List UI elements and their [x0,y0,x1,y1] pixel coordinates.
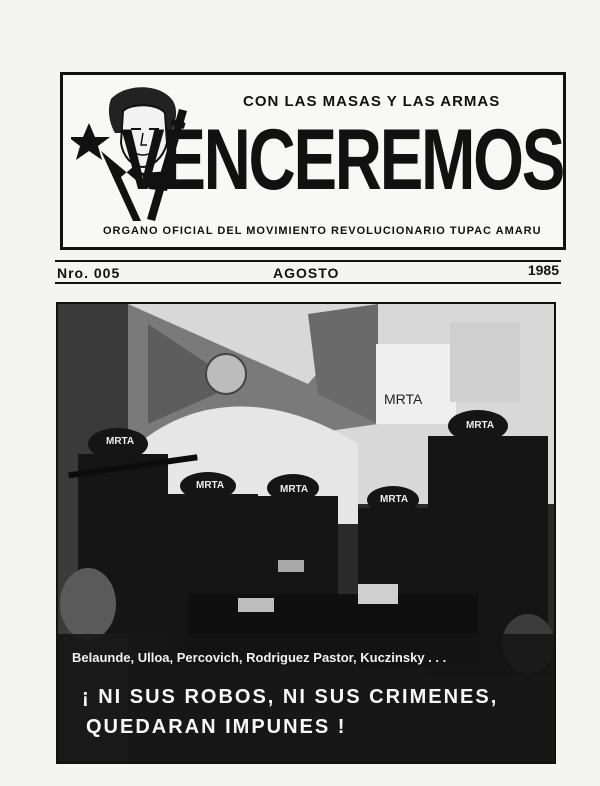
divider [55,260,561,262]
names-caption: Belaunde, Ulloa, Percovich, Rodriguez Pastor, Kuczinsky . . . [72,650,447,665]
issue-month: AGOSTO [273,265,340,281]
cap-label: MRTA [280,484,309,495]
issue-number: Nro. 005 [57,265,121,281]
cap-label: MRTA [106,436,135,447]
issue-bar [55,260,561,284]
banner-text: MRTA [384,391,423,407]
cap-label: MRTA [196,480,225,491]
slogan: CON LAS MASAS Y LAS ARMAS [243,93,501,110]
cap-label: MRTA [380,494,409,505]
publication-subtitle: ORGANO OFICIAL DEL MOVIMIENTO REVOLUCIONARIO TUPAC AMARU [103,225,542,237]
headline-line-1: ¡ NI SUS ROBOS, NI SUS CRIMENES, [82,686,499,708]
headline-line-2: QUEDARAN IMPUNES ! [86,716,347,738]
publication-title: VENCEREMOS [121,112,564,208]
masthead [60,72,566,250]
cover-photo [56,302,556,764]
cover-headline [82,682,498,742]
issue-year: 1985 [527,262,559,278]
divider [55,282,561,284]
cap-label: MRTA [466,420,495,431]
